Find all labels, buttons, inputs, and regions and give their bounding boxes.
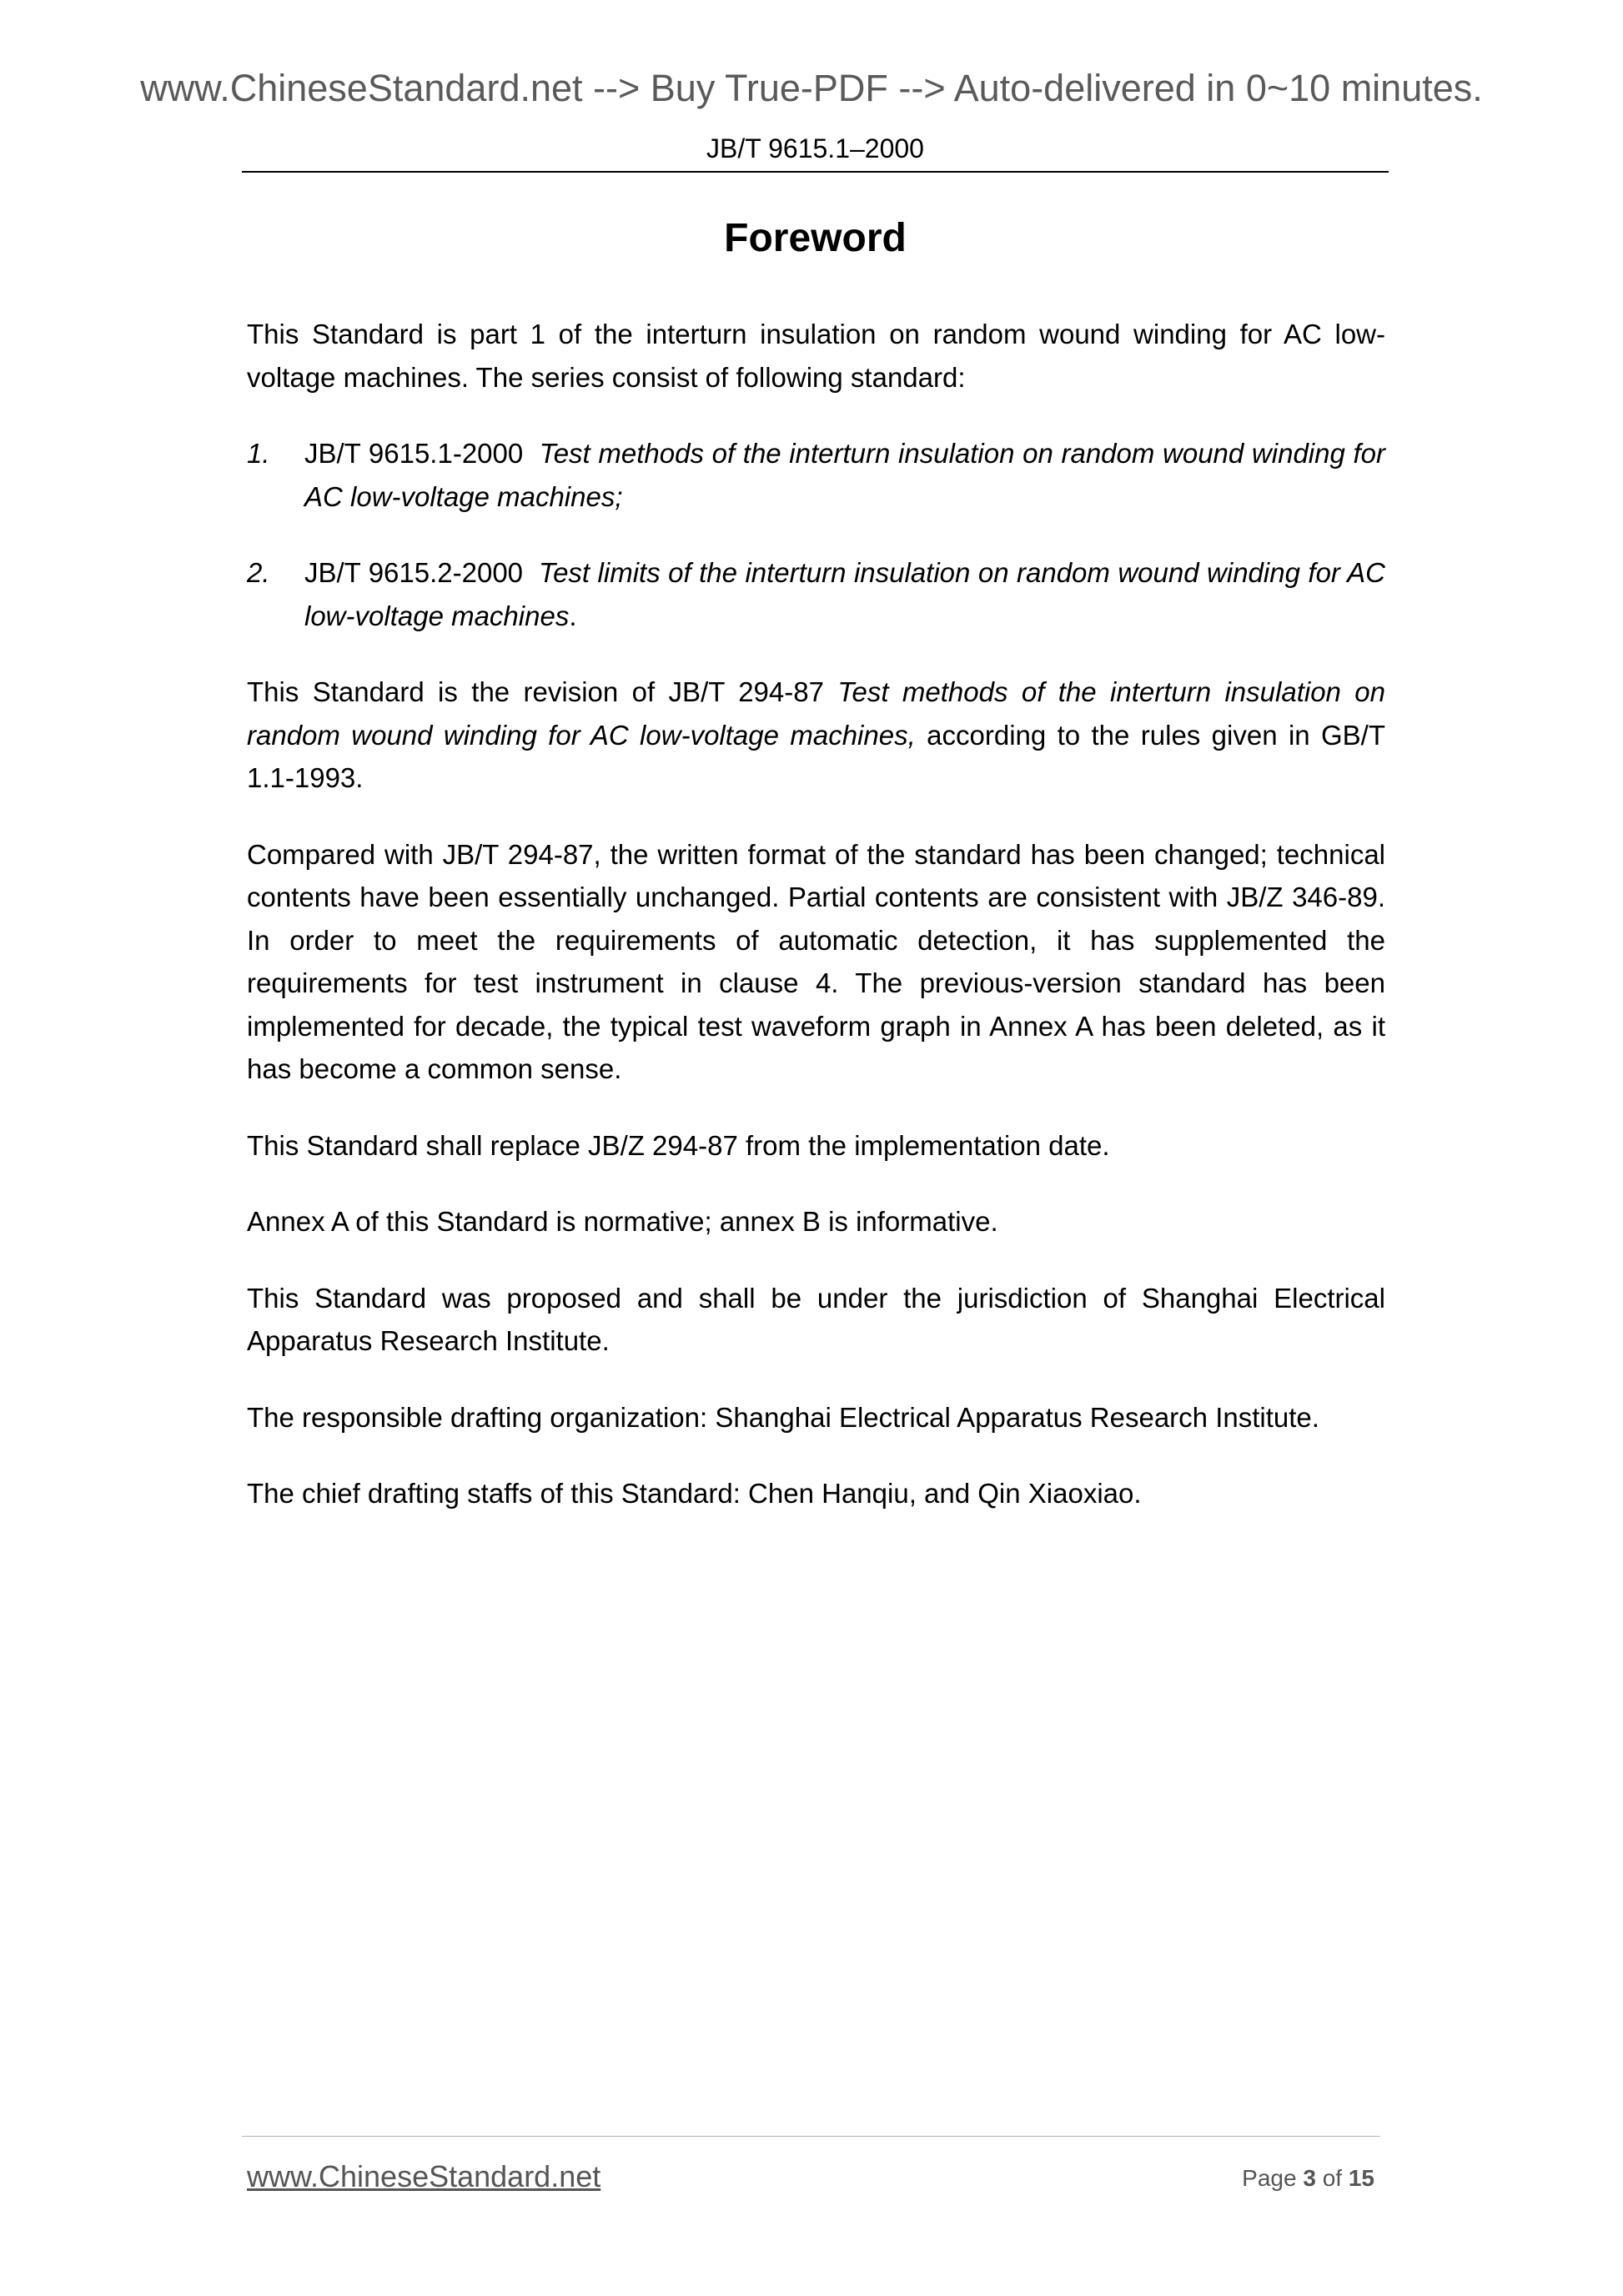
page-of: of (1322, 2165, 1343, 2191)
header-divider (242, 171, 1389, 173)
list-number: 1. (247, 438, 270, 469)
revision-italic-title: Test methods of the interturn insulation on random wound winding for AC low-voltage machines, (247, 676, 1385, 751)
site-banner[interactable]: www.ChineseStandard.net --> Buy True-PDF --> Auto-delivered in 0~10 minutes. (140, 67, 1483, 109)
list-tail: . (569, 600, 577, 631)
foreword-body (247, 313, 1385, 1515)
paragraph-comparison: Compared with JB/T 294-87, the written format of the standard has been changed; technical contents have been essentially unchanged. Partial contents are consistent with JB/Z 346-89. In order to meet the requirements of automatic detection, it has supplemented the requirements for test instrument in clause 4. The previous-version standard has been implemented for decade, the typical test waveform graph in Annex A has been deleted, as it has become a common sense. (247, 838, 1385, 1084)
list-item-part-2 (247, 551, 1385, 637)
paragraph-series-intro: This Standard is part 1 of the interturn insulation on random wound winding for AC low-voltage machines. The series consist of following standard: (247, 319, 1385, 393)
paragraph-jurisdiction: This Standard was proposed and shall be under the jurisdiction of Shanghai Electrical Apparatus Research Institute. (247, 1282, 1385, 1356)
list-item-part-1 (247, 432, 1385, 518)
list-standard-code: JB/T 9615.1-2000 (304, 438, 524, 469)
page-title: Foreword (724, 216, 907, 260)
paragraph-revision (247, 671, 1385, 800)
standard-code-header: JB/T 9615.1–2000 (706, 133, 924, 163)
page-current: 3 (1303, 2165, 1316, 2191)
page-total: 15 (1348, 2165, 1374, 2191)
page-label: Page (1242, 2165, 1297, 2191)
footer-website-link[interactable]: www.ChineseStandard.net (247, 2159, 601, 2193)
paragraph-replacement: This Standard shall replace JB/Z 294-87 from the implementation date. (247, 1129, 1110, 1161)
paragraph-drafting-organization: The responsible drafting organization: Shanghai Electrical Apparatus Research Institute. (247, 1401, 1319, 1433)
list-standard-code: JB/T 9615.2-2000 (304, 557, 524, 588)
footer-divider (242, 2136, 1380, 2137)
paragraph-annex: Annex A of this Standard is normative; annex B is informative. (247, 1206, 998, 1237)
page-number (1242, 2163, 1374, 2193)
list-number: 2. (247, 557, 270, 588)
revision-post: according to the rules given in GB/T 1.1-1993. (247, 719, 1386, 793)
revision-pre: This Standard is the revision of JB/T 294-87 (247, 676, 824, 707)
list-standard-title: Test methods of the interturn insulation on random wound winding for AC low-voltage machines; (304, 438, 1385, 512)
paragraph-drafting-staff: The chief drafting staffs of this Standard: Chen Hanqiu, and Qin Xiaoxiao. (247, 1478, 1142, 1509)
list-standard-title: Test limits of the interturn insulation on random wound winding for AC low-voltage machines (304, 557, 1385, 631)
